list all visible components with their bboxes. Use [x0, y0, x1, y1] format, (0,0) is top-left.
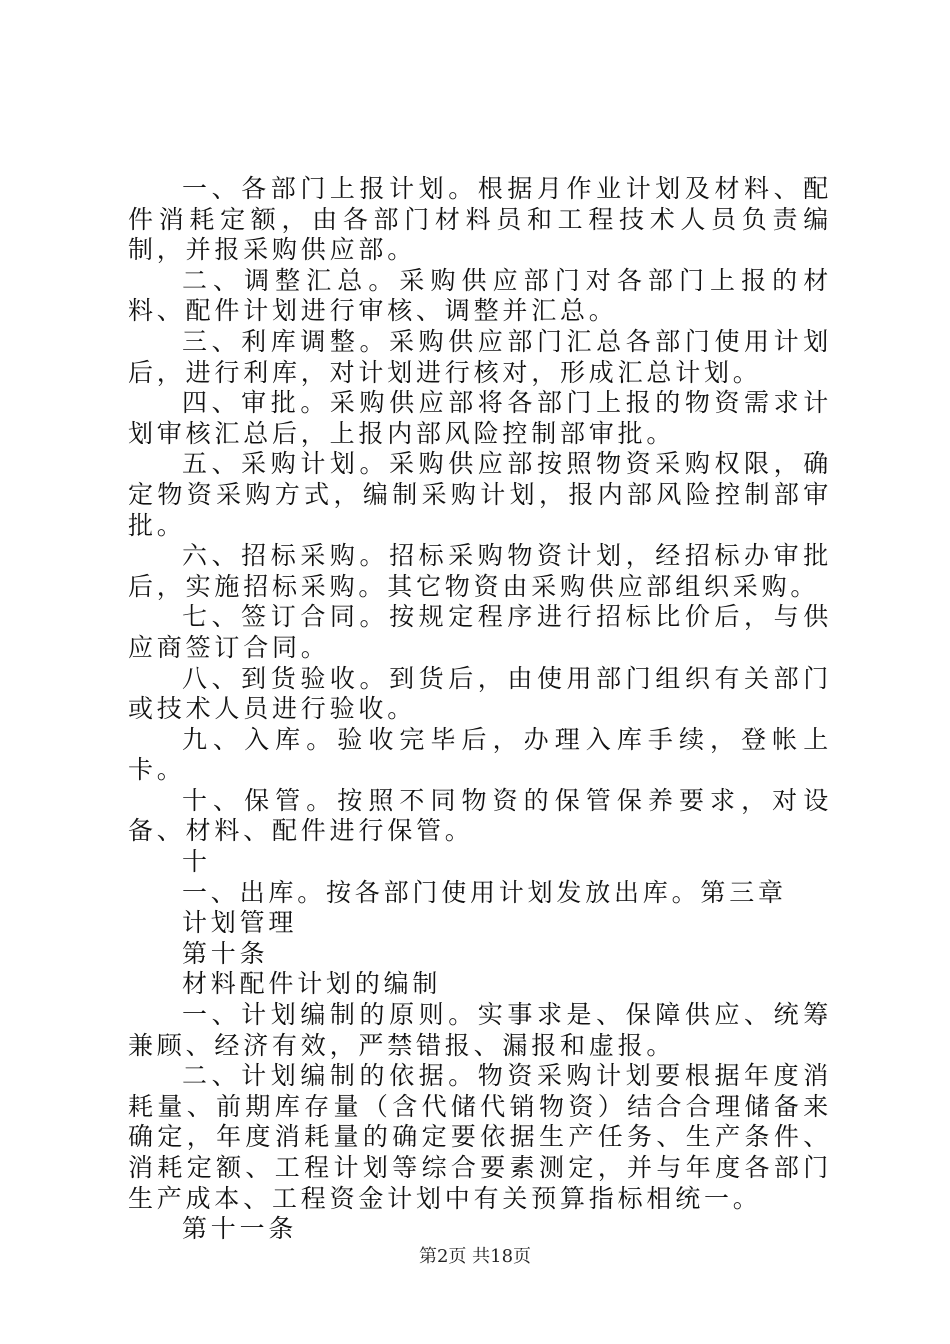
paragraph: 三、利库调整。采购供应部门汇总各部门使用计划后，进行利库，对计划进行核对，形成汇总计划。 — [128, 326, 832, 387]
paragraph: 二、调整汇总。采购供应部门对各部门上报的材料、配件计划进行审核、调整并汇总。 — [128, 265, 832, 326]
paragraph: 四、审批。采购供应部将各部门上报的物资需求计划审核汇总后，上报内部风险控制部审批。 — [128, 388, 832, 448]
document-body — [128, 174, 832, 1245]
article-heading: 第十条 — [182, 938, 269, 968]
paragraph: 一、出库。按各部门使用计划发放出库。第三章 — [182, 877, 787, 907]
section-heading: 计划管理 — [182, 908, 298, 938]
paragraph: 六、招标采购。招标采购物资计划，经招标办审批后，实施招标采购。其它物资由采购供应部组织采购。 — [128, 541, 832, 601]
paragraph: 八、到货验收。到货后，由使用部门组织有关部门或技术人员进行验收。 — [128, 663, 832, 724]
paragraph: 一、计划编制的原则。实事求是、保障供应、统筹兼顾、经济有效，严禁错报、漏报和虚报。 — [128, 1000, 832, 1060]
paragraph: 十、保管。按照不同物资的保管保养要求，对设备、材料、配件进行保管。 — [128, 785, 832, 846]
paragraph: 七、签订合同。按规定程序进行招标比价后，与供应商签订合同。 — [128, 602, 832, 662]
paragraph: 五、采购计划。采购供应部按照物资采购权限，确定物资采购方式，编制采购计划，报内部风险控制部审批。 — [128, 449, 832, 540]
page-number-footer: 第2页 共18页 — [418, 1246, 532, 1267]
paragraph: 二、计划编制的依据。物资采购计划要根据年度消耗量、前期库存量（含代储代销物资）结合合理储备来确定，年度消耗量的确定要依据生产任务、生产条件、消耗定额、工程计划等综合要素测定，并与年度各部门生产成本、工程资金计划中有关预算指标相统一。 — [128, 1061, 832, 1213]
paragraph: 九、入库。验收完毕后，办理入库手续，登帐上卡。 — [128, 724, 832, 785]
paragraph: 十 — [182, 847, 211, 877]
paragraph: 一、各部门上报计划。根据月作业计划及材料、配件消耗定额，由各部门材料员和工程技术人员负责编制，并报采购供应部。 — [128, 174, 832, 265]
article-title: 材料配件计划的编制 — [182, 969, 442, 999]
article-heading: 第十一条 — [182, 1214, 298, 1244]
